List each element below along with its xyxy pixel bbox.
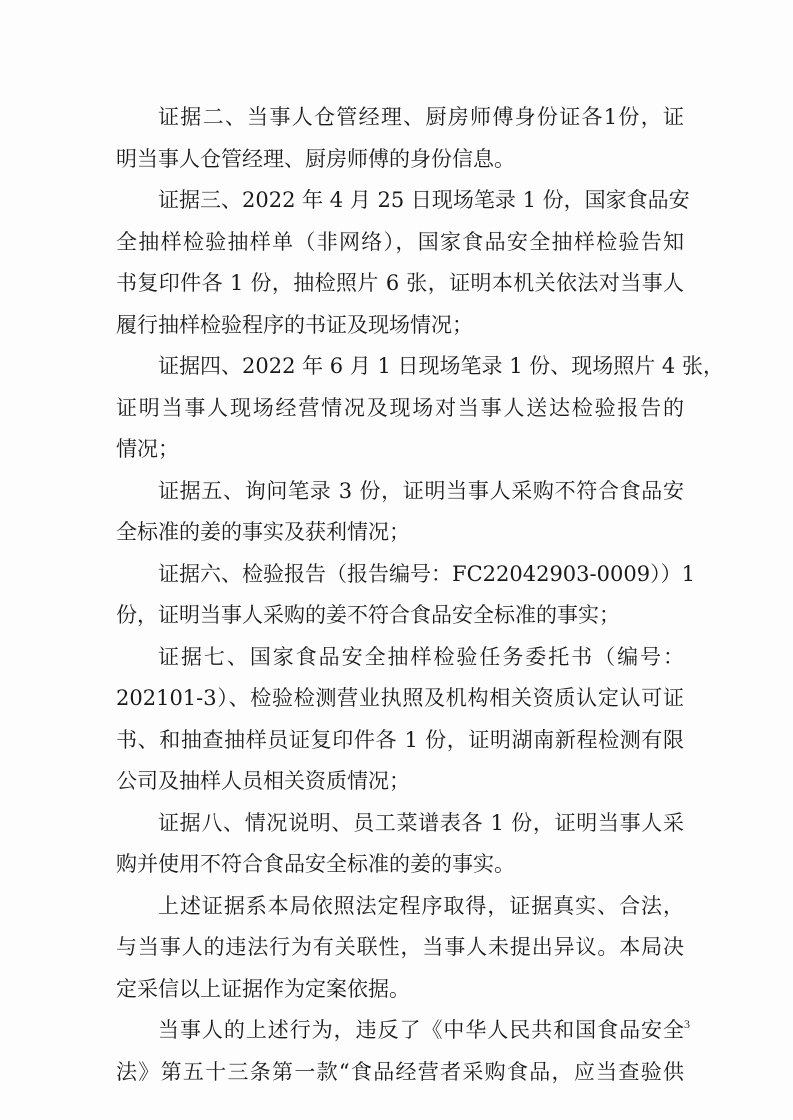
text-line: 全抽样检验抽样单（非网络），国家食品安全抽样检验告知 [116, 230, 684, 254]
text-line: 公司及抽样人员相关资质情况； [116, 769, 410, 793]
text-line: 明当事人仓管经理、厨房师傅的身份信息。 [116, 147, 515, 171]
text-line: 上述证据系本局依照法定程序取得，证据真实、合法， [158, 894, 684, 918]
text-line: 与当事人的违法行为有关联性，当事人未提出异议。本局决 [116, 935, 684, 959]
text-line: 202101-3）、检验检测营业执照及机构相关资质认定认可证 [116, 686, 684, 710]
text-line: 购并使用不符合食品安全标准的姜的事实。 [116, 852, 515, 876]
text-line: 证据五、询问笔录 3 份，证明当事人采购不符合食品安 [158, 479, 684, 503]
text-line: 证据八、情况说明、员工菜谱表各 1 份，证明当事人采 [158, 811, 684, 835]
text-line: 定采信以上证据作为定案依据。 [116, 977, 410, 1001]
text-line: 证据三、2022 年 4 月 25 日现场笔录 1 份，国家食品安 [158, 188, 690, 212]
text-line: 证据七、国家食品安全抽样检验任务委托书（编号： [158, 645, 684, 669]
text-line: 情况； [116, 437, 179, 461]
page-number: 3 [684, 1017, 690, 1031]
text-line: 履行抽样检验程序的书证及现场情况； [116, 313, 473, 337]
text-line: 全标准的姜的事实及获利情况； [116, 520, 410, 544]
text-line: 书复印件各 1 份，抽检照片 6 张，证明本机关依法对当事人 [116, 271, 684, 295]
text-line: 证据四、2022 年 6 月 1 日现场笔录 1 份、现场照片 4 张， [158, 354, 724, 378]
text-line: 当事人的上述行为，违反了《中华人民共和国食品安全 [158, 1018, 684, 1042]
text-line: 份，证明当事人采购的姜不符合食品安全标准的事实； [116, 603, 620, 627]
text-line: 证明当事人现场经营情况及现场对当事人送达检验报告的 [116, 396, 684, 420]
text-line: 法》第五十三条第一款“食品经营者采购食品，应当查验供 [116, 1060, 684, 1084]
text-line: 书、和抽查抽样员证复印件各 1 份，证明湖南新程检测有限 [116, 728, 684, 752]
text-line: 证据六、检验报告（报告编号：FC22042903-0009））1 [158, 562, 695, 586]
text-line: 证据二、当事人仓管经理、厨房师傅身份证各1份，证 [158, 105, 684, 129]
